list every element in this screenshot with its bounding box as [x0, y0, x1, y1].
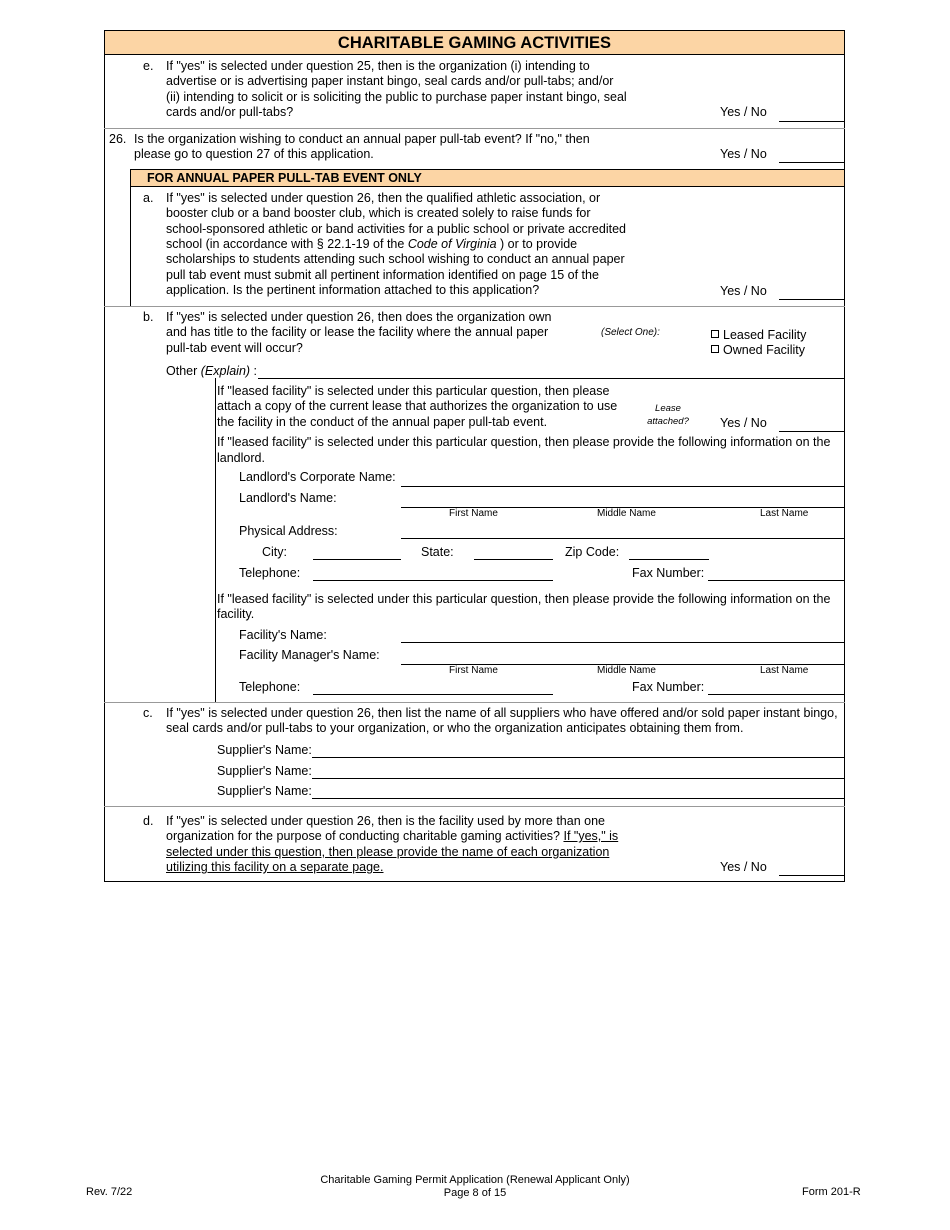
facility-fax-label: Fax Number:: [632, 680, 705, 694]
q26a-letter: a.: [143, 191, 154, 205]
q26a-line-6: pull tab event must submit all pertinent information identified on page 15 of the: [166, 268, 599, 282]
supplier-label-3: Supplier's Name:: [217, 784, 312, 798]
landlord-telephone-field[interactable]: [313, 580, 553, 581]
lease-attached-1: Lease: [655, 403, 681, 414]
q26-line-1: Is the organization wishing to conduct an annual paper pull-tab event? If "no," then: [134, 132, 590, 146]
facility-telephone-label: Telephone:: [239, 680, 301, 694]
checkbox-icon: [711, 345, 719, 353]
q26c-line-1: If "yes" is selected under question 26, then list the name of all suppliers who have offered and/or sold paper instant bingo,: [166, 706, 838, 720]
q26d-line-4: utilizing this facility on a separate page.: [166, 860, 384, 874]
facility-name-field[interactable]: [401, 642, 845, 643]
facility-telephone-field[interactable]: [313, 694, 553, 695]
zip-label: Zip Code:: [565, 545, 620, 559]
state-field[interactable]: [474, 559, 553, 560]
city-label: City:: [262, 545, 287, 559]
landlord-intro-2: landlord.: [217, 451, 265, 465]
q26b-line-2: and has title to the facility or lease the facility where the annual paper: [166, 325, 549, 339]
footer-form-number: Form 201-R: [802, 1186, 861, 1198]
other-explain-field[interactable]: [258, 378, 845, 379]
landlord-intro-1: If "leased facility" is selected under this particular question, then please provide the following information on the: [217, 435, 831, 449]
supplier-field-2[interactable]: [312, 778, 845, 779]
divider: [104, 806, 845, 807]
landlord-fax-field[interactable]: [708, 580, 845, 581]
zip-field[interactable]: [629, 559, 709, 560]
lease-attached-2: attached?: [647, 416, 689, 427]
q26d-answer-field[interactable]: [779, 875, 845, 876]
city-field[interactable]: [313, 559, 401, 560]
section-left-rule: [130, 187, 131, 307]
page-title: CHARITABLE GAMING ACTIVITIES: [104, 30, 845, 55]
q26b-line-1: If "yes" is selected under question 26, then does the organization own: [166, 310, 552, 324]
last-name-caption: Last Name: [760, 508, 809, 519]
other-label: Other (Explain) :: [166, 364, 258, 378]
facility-manager-label: Facility Manager's Name:: [239, 648, 380, 662]
checkbox-icon: [711, 330, 719, 338]
landlord-corp-label: Landlord's Corporate Name:: [239, 470, 396, 484]
middle-name-caption: Middle Name: [597, 508, 656, 519]
q26a-line-7: application. Is the pertinent information attached to this application?: [166, 283, 540, 297]
q26-yes-no: Yes / No: [720, 147, 767, 161]
q26b-line-3: pull-tab event will occur?: [166, 341, 303, 355]
facility-intro-2: facility.: [217, 607, 255, 621]
q25e-letter: e.: [143, 59, 154, 73]
divider: [104, 128, 845, 129]
state-label: State:: [421, 545, 454, 559]
divider: [104, 702, 845, 703]
option-owned-facility[interactable]: Owned Facility: [711, 343, 805, 357]
q26-answer-field[interactable]: [779, 162, 845, 163]
footer-page-number: Page 8 of 15: [443, 1187, 507, 1199]
q26a-line-1: If "yes" is selected under question 26, then the qualified athletic association, or: [166, 191, 601, 205]
q25e-line-4: cards and/or pull-tabs?: [166, 105, 294, 119]
q26d-line-1: If "yes" is selected under question 26, then is the facility used by more than one: [166, 814, 605, 828]
q26a-answer-field[interactable]: [779, 299, 845, 300]
leased-block-left-rule: [215, 378, 216, 702]
supplier-field-3[interactable]: [312, 798, 845, 799]
first-name-caption: First Name: [449, 665, 498, 676]
physical-address-label: Physical Address:: [239, 524, 338, 538]
facility-intro-1: If "leased facility" is selected under this particular question, then please provide the following information on the: [217, 592, 831, 606]
option-leased-facility[interactable]: Leased Facility: [711, 328, 806, 342]
q26a-line-2: booster club or a band booster club, which is created solely to raise funds for: [166, 206, 591, 220]
select-one-hint: (Select One):: [601, 327, 660, 338]
q26d-yes-no: Yes / No: [720, 860, 767, 874]
lease-line-3: the facility in the conduct of the annual paper pull-tab event.: [217, 415, 548, 429]
q26a-line-5: scholarships to students attending such school wishing to conduct an annual paper: [166, 252, 625, 266]
lease-line-1: If "leased facility" is selected under this particular question, then please: [217, 384, 610, 398]
q25e-line-1: If "yes" is selected under question 25, then is the organization (i) intending to: [166, 59, 590, 73]
q26d-line-2: organization for the purpose of conducting charitable gaming activities? If "yes," is: [166, 829, 619, 843]
q25e-yes-no: Yes / No: [720, 105, 767, 119]
lease-answer-field[interactable]: [779, 431, 845, 432]
divider: [104, 306, 845, 307]
supplier-label-1: Supplier's Name:: [217, 743, 312, 757]
q26c-letter: c.: [143, 706, 153, 720]
q26-line-2: please go to question 27 of this application.: [134, 147, 374, 161]
landlord-telephone-label: Telephone:: [239, 566, 301, 580]
supplier-label-2: Supplier's Name:: [217, 764, 312, 778]
lease-yes-no: Yes / No: [720, 416, 767, 430]
q26d-line-3: selected under this question, then please provide the name of each organization: [166, 845, 610, 859]
facility-name-label: Facility's Name:: [239, 628, 327, 642]
last-name-caption: Last Name: [760, 665, 809, 676]
q26a-line-4: school (in accordance with § 22.1-19 of the Code of Virginia ) or to provide: [166, 237, 578, 251]
footer-title: Charitable Gaming Permit Application (Renewal Applicant Only): [320, 1174, 630, 1186]
supplier-field-1[interactable]: [312, 757, 845, 758]
q26a-line-3: school-sponsored athletic or band activities for a public school or private accredited: [166, 222, 626, 236]
q26c-line-2: seal cards and/or pull-tabs to your organization, or who the organization anticipates obtaining them from.: [166, 721, 744, 735]
middle-name-caption: Middle Name: [597, 665, 656, 676]
landlord-corp-field[interactable]: [401, 486, 845, 487]
section-header: FOR ANNUAL PAPER PULL-TAB EVENT ONLY: [130, 169, 845, 187]
facility-fax-field[interactable]: [708, 694, 845, 695]
landlord-name-label: Landlord's Name:: [239, 491, 337, 505]
q26b-letter: b.: [143, 310, 154, 324]
landlord-fax-label: Fax Number:: [632, 566, 705, 580]
lease-line-2: attach a copy of the current lease that authorizes the organization to use: [217, 399, 618, 413]
q26-number: 26.: [109, 132, 127, 146]
first-name-caption: First Name: [449, 508, 498, 519]
q25e-line-3: (ii) intending to solicit or is soliciting the public to purchase paper instant bingo, seal: [166, 90, 627, 104]
q25e-answer-field[interactable]: [779, 121, 845, 122]
physical-address-field[interactable]: [401, 538, 845, 539]
q26d-letter: d.: [143, 814, 154, 828]
footer-revision: Rev. 7/22: [86, 1186, 133, 1198]
q26a-yes-no: Yes / No: [720, 284, 767, 298]
q25e-line-2: advertise or is advertising paper instant bingo, seal cards and/or pull-tabs; and/or: [166, 74, 614, 88]
